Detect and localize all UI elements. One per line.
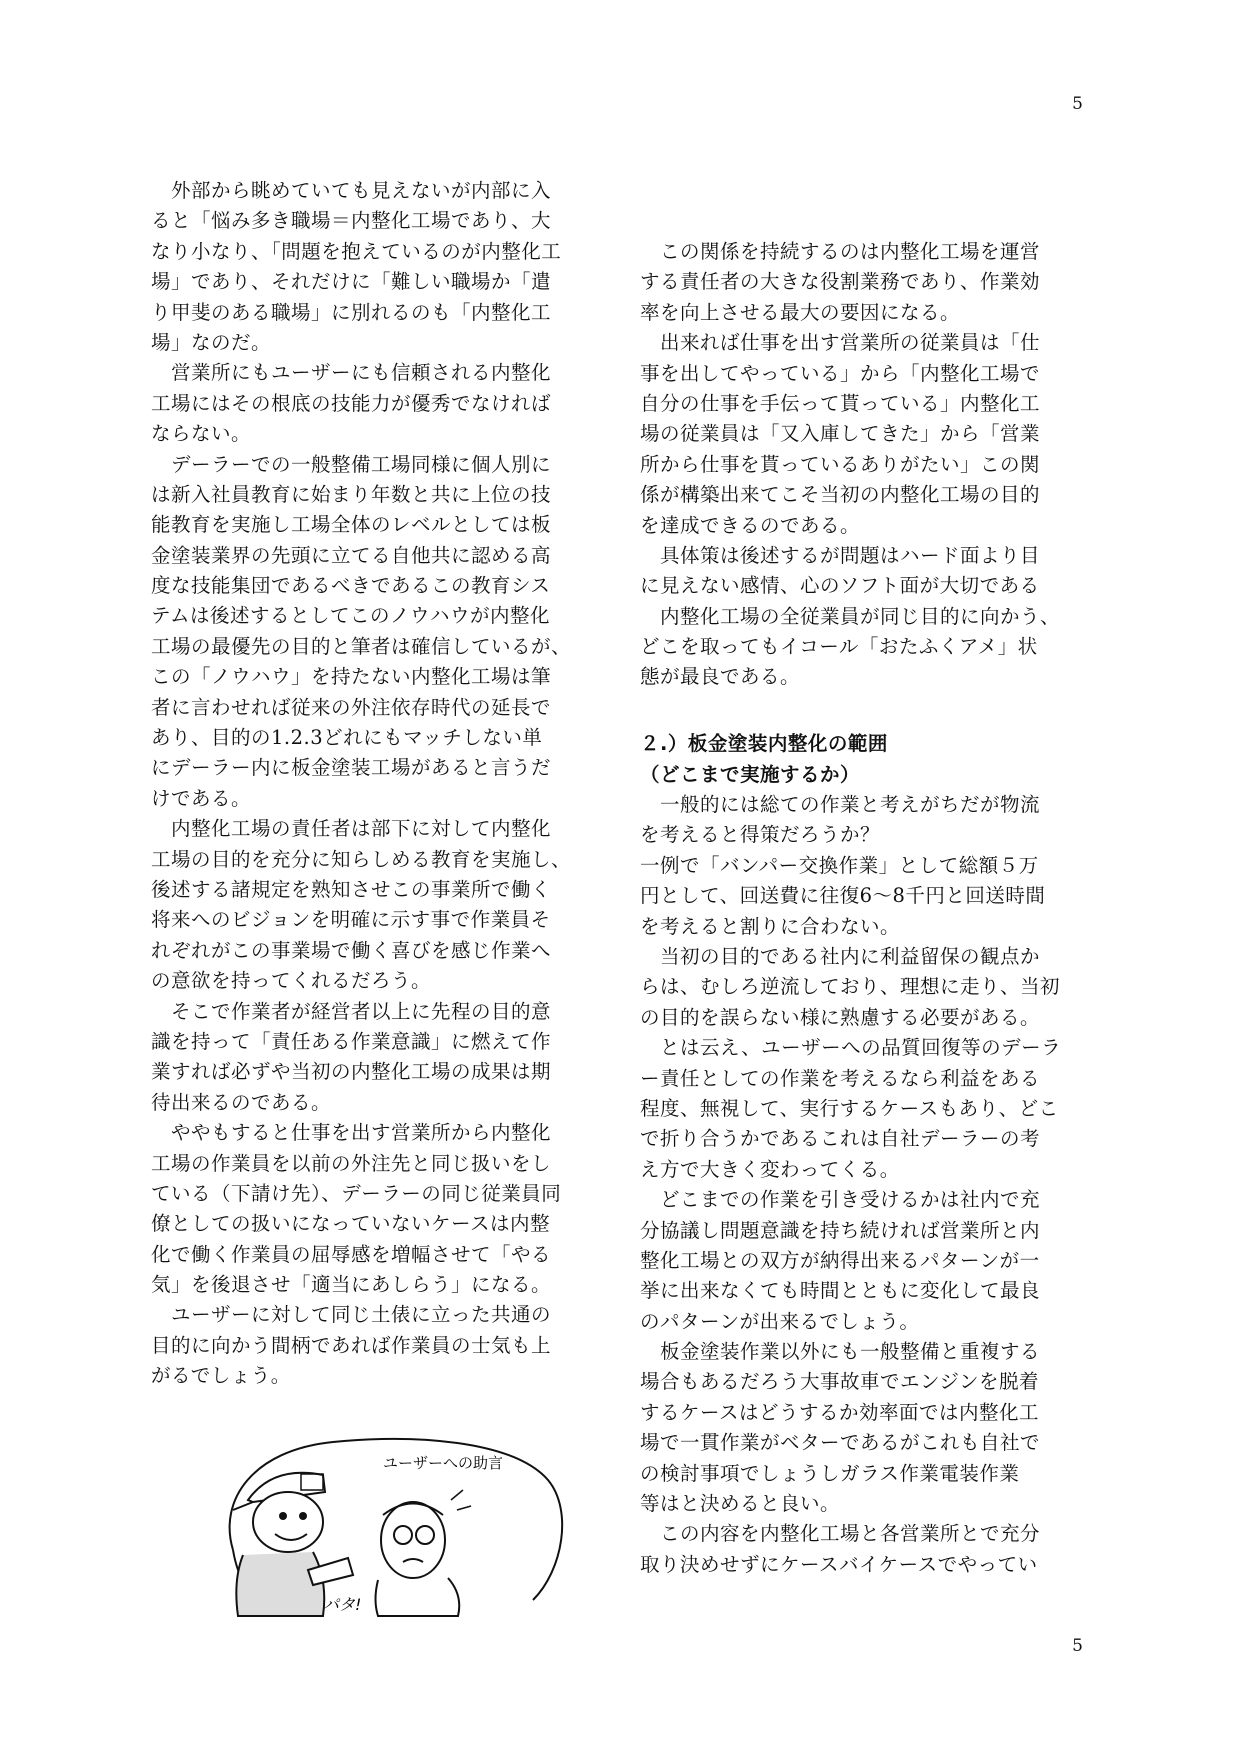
left-column-line: 僚としての扱いになっていないケースは内整: [151, 1212, 551, 1236]
left-column: [151, 176, 621, 1392]
right-body-line: 程度、無視して、実行するケースもあり、どこ: [640, 1096, 1059, 1120]
right-body-line: するケースはどうするか効率面では内整化工: [640, 1400, 1040, 1424]
right-intro-line: 自分の仕事を手伝って貰っている」内整化工: [640, 391, 1041, 415]
right-intro-line: この関係を持続するのは内整化工場を運営: [640, 240, 1041, 263]
left-column-line: 内整化工場の責任者は部下に対して内整化: [151, 817, 552, 841]
left-column-line: 能教育を実施し工場全体のレベルとしては板: [151, 513, 552, 537]
page-number-top: 5: [1072, 94, 1083, 114]
left-column-line: 工場の作業員を以前の外注先と同じ扱いをし: [151, 1151, 552, 1175]
left-column-line: 度な技能集団であるべきであるこの教育シス: [151, 574, 551, 598]
right-body-line: で折り合うかであるこれは自社デーラーの考: [640, 1127, 1041, 1151]
illustration-caption: ユーザーへの助言: [383, 1454, 504, 1472]
right-body-line: この内容を内整化工場と各営業所とで充分: [640, 1522, 1041, 1546]
left-column-line: 工場の最優先の目的と筆者は確信しているが、: [151, 634, 572, 658]
left-column-line: デーラーでの一般整備工場同様に個人別に: [151, 452, 552, 476]
right-body-line: の目的を誤らない様に熟慮する必要がある。: [640, 1005, 1041, 1029]
left-column-line: 金塗装業界の先頭に立てる自他共に認める高: [151, 543, 552, 567]
left-column-line: れぞれがこの事業場で働く喜びを感じ作業へ: [151, 938, 552, 962]
cartoon-illustration: [213, 1430, 573, 1618]
left-column-line: ややもすると仕事を出す営業所から内整化: [151, 1121, 552, 1145]
right-body-line: 等はと決めると良い。: [640, 1492, 841, 1516]
left-column-line: なり小なり、「問題を抱えているのが内整化工: [151, 239, 562, 263]
right-intro-line: に見えない感情、心のソフト面が大切である: [640, 574, 1040, 598]
left-column-line: ると「悩み多き職場＝内整化工場であり、大: [151, 209, 552, 233]
right-intro-line: 所から仕事を貰っているありがたい」この関: [640, 452, 1041, 476]
left-column-line: あり、目的の1.2.3どれにもマッチしない単: [151, 726, 543, 750]
left-column-line: 営業所にもユーザーにも信頼される内整化: [151, 361, 552, 385]
section-subheading: （どこまで実施するか）: [640, 762, 861, 786]
right-body-line: らは、むしろ逆流しており、理想に走り、当初: [640, 975, 1061, 999]
left-column-line: 後述する諸規定を熟知させこの事業所で働く: [151, 877, 552, 901]
right-intro-line: 場の従業員は「又入庫してきた」から「営業: [640, 422, 1041, 446]
right-column-intro: [640, 237, 1105, 693]
right-intro-line: 態が最良である。: [640, 665, 801, 689]
right-body-line: 円として、回送費に往復6～8千円と回送時間: [640, 884, 1046, 908]
page-number-bottom: 5: [1072, 1636, 1083, 1656]
spacer-line: [640, 693, 1105, 723]
left-column-line: 化で働く作業員の屈辱感を増幅させて「やる: [151, 1242, 552, 1266]
right-body-line: 一般的には総ての作業と考えがちだが物流: [640, 793, 1041, 817]
right-body-line: の検討事項でしょうしガラス作業電装作業: [640, 1461, 1020, 1485]
right-body-line: 整化工場との双方が納得出来るパターンが一: [640, 1248, 1040, 1272]
right-body-line: どこまでの作業を引き受けるかは社内で充: [640, 1188, 1041, 1212]
right-body-line: とは云え、ユーザーへの品質回復等のデーラ: [640, 1036, 1062, 1060]
left-column-line: 識を持って「責任ある作業意識」に燃えて作: [151, 1029, 552, 1053]
right-body-line: ー責任としての作業を考えるなら利益をある: [640, 1066, 1041, 1090]
left-column-line: そこで作業者が経営者以上に先程の目的意: [151, 999, 552, 1023]
left-column-line: は新入社員教育に始まり年数と共に上位の技: [151, 482, 552, 506]
left-column-line: 業すれば必ずや当初の内整化工場の成果は期: [151, 1060, 552, 1084]
left-column-line: の意欲を持ってくれるだろう。: [151, 969, 432, 993]
right-column-body: [640, 790, 1105, 1580]
left-column-line: この「ノウハウ」を持たない内整化工場は筆: [151, 665, 552, 689]
right-intro-line: する責任者の大きな役割業務であり、作業効: [640, 270, 1041, 294]
right-intro-line: 出来れば仕事を出す営業所の従業員は「仕: [640, 331, 1041, 355]
right-body-line: え方で大きく変わってくる。: [640, 1157, 900, 1181]
right-intro-line: 係が構築出来てこそ当初の内整化工場の目的: [640, 483, 1041, 507]
left-column-line: 工場の目的を充分に知らしめる教育を実施し、: [151, 847, 572, 871]
customer-figure: [376, 1490, 472, 1616]
left-column-line: 者に言わせれば従来の外注依存時代の延長で: [151, 695, 552, 719]
right-intro-line: 率を向上させる最大の要因になる。: [640, 300, 961, 324]
left-column-line: 将来へのビジョンを明確に示す事で作業員そ: [151, 908, 551, 932]
left-column-line: にデーラー内に板金塗装工場があると言うだ: [151, 756, 552, 780]
left-column-line: 目的に向かう間柄であれば作業員の士気も上: [151, 1333, 552, 1357]
right-body-line: 取り決めせずにケースバイケースでやってい: [640, 1552, 1038, 1576]
left-column-line: 場」なのだ。: [151, 330, 272, 354]
right-column: [640, 237, 1105, 1580]
right-body-line: のパターンが出来るでしょう。: [640, 1309, 920, 1333]
left-column-line: ならない。: [151, 422, 252, 446]
illustration-sound: パタ!: [323, 1595, 362, 1614]
right-body-line: 挙に出来なくても時間とともに変化して最良: [640, 1279, 1041, 1303]
right-intro-line: 具体策は後述するが問題はハード面より目: [640, 543, 1041, 567]
left-column-line: 気」を後退させ「適当にあしらう」になる。: [151, 1273, 552, 1297]
right-body-line: 分協議し問題意識を持ち続ければ営業所と内: [640, 1218, 1041, 1242]
left-column-line: 工場にはその根底の技能力が優秀でなければ: [151, 391, 552, 415]
right-intro-line: どこを取ってもイコール「おたふくアメ」状: [640, 635, 1038, 659]
right-body-line: 当初の目的である社内に利益留保の観点か: [640, 944, 1041, 968]
left-column-line: 待出来るのである。: [151, 1090, 332, 1114]
left-column-line: テムは後述するとしてこのノウハウが内整化: [151, 604, 551, 628]
left-column-line: ている（下請け先）、デーラーの同じ従業員同: [151, 1181, 562, 1205]
right-body-line: 場で一貫作業がベターであるがこれも自社で: [640, 1431, 1041, 1455]
left-column-line: けである。: [151, 786, 252, 810]
left-column-line: 場」であり、それだけに「難しい職場か「遣: [151, 270, 552, 294]
right-body-line: を考えると割りに合わない。: [640, 914, 901, 938]
right-body-line: 場合もあるだろう大事故車でエンジンを脱着: [640, 1370, 1040, 1394]
right-intro-line: 事を出してやっている」から「内整化工場で: [640, 361, 1041, 385]
right-body-line: 板金塗装作業以外にも一般整備と重複する: [640, 1340, 1041, 1364]
left-column-line: ユーザーに対して同じ土俵に立った共通の: [151, 1303, 552, 1327]
right-intro-line: を達成できるのである。: [640, 513, 861, 537]
left-column-line: 外部から眺めていても見えないが内部に入: [151, 179, 552, 202]
right-intro-line: 内整化工場の全従業員が同じ目的に向かう、: [640, 604, 1061, 628]
section-heading: ２.）板金塗装内整化の範囲: [640, 732, 888, 756]
right-body-line: を考えると得策だろうか？: [640, 823, 881, 847]
right-body-line: 一例で「バンパー交換作業」として総額５万: [640, 853, 1039, 877]
left-column-line: がるでしょう。: [151, 1364, 291, 1388]
left-column-line: り甲斐のある職場」に別れるのも「内整化工: [151, 300, 552, 324]
